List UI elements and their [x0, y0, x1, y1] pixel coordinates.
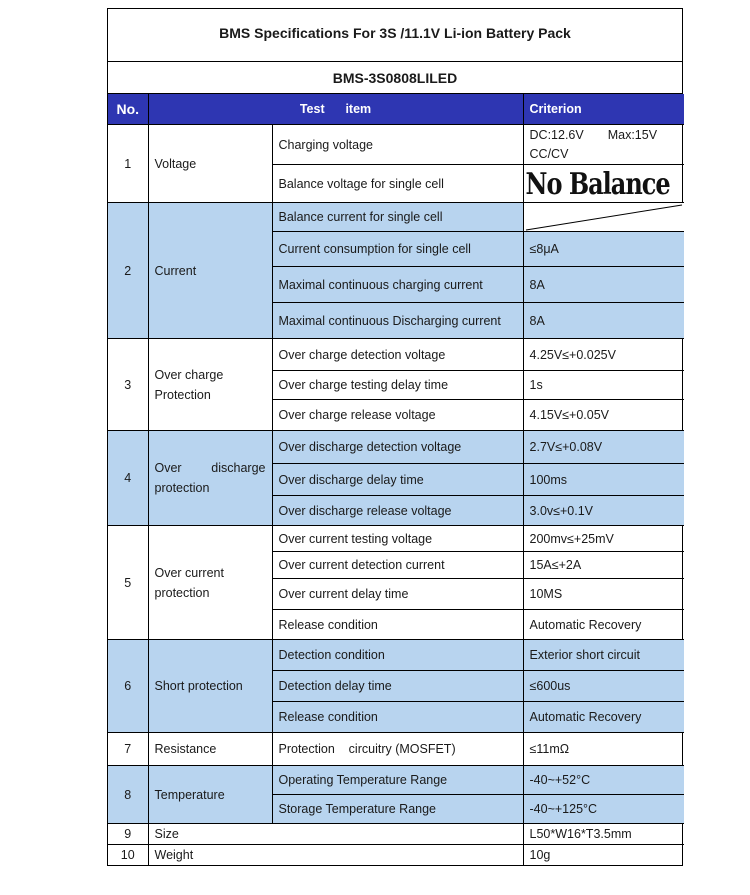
- test-item: Operating Temperature Range: [272, 766, 523, 795]
- header-test-item-label: Test item: [299, 102, 372, 116]
- test-item: Over discharge release voltage: [272, 496, 523, 526]
- test-item: Release condition: [272, 610, 523, 640]
- header-test-item: [148, 94, 523, 125]
- category-line: Over current: [154, 565, 224, 580]
- test-item: Over discharge detection voltage: [272, 431, 523, 464]
- row-number: 2: [108, 203, 148, 339]
- header-criterion: Criterion: [523, 94, 684, 125]
- no-balance-stamp: No Balance: [525, 164, 670, 201]
- table-row: [108, 431, 684, 464]
- criterion-value: ≤600us: [523, 671, 684, 702]
- category-word: discharge: [211, 461, 266, 475]
- test-item: Balance voltage for single cell: [272, 165, 523, 203]
- test-item: [272, 733, 523, 766]
- criterion-value: 200mv≤+25mV: [523, 526, 684, 552]
- criterion-value: 15A≤+2A: [523, 552, 684, 579]
- criterion-value: 10g: [523, 845, 684, 865]
- category-line: protection: [154, 585, 210, 600]
- criterion-value: 100ms: [523, 464, 684, 496]
- criterion-value: Automatic Recovery: [523, 702, 684, 733]
- criterion-value: 2.7V≤+0.08V: [523, 431, 684, 464]
- test-item: Balance current for single cell: [272, 203, 523, 232]
- test-item: Over current detection current: [272, 552, 523, 579]
- test-item: Maximal continuous Discharging current: [272, 303, 523, 339]
- criterion-value: Automatic Recovery: [523, 610, 684, 640]
- row-category: Size: [148, 824, 523, 845]
- row-category: Voltage: [148, 125, 272, 203]
- criterion-value: 8A: [523, 303, 684, 339]
- table-row: [108, 824, 684, 845]
- table-row: [108, 845, 684, 865]
- table-row: [108, 766, 684, 795]
- criterion-value: -40~+52°C: [523, 766, 684, 795]
- row-category: [148, 339, 272, 431]
- category-line: Over charge: [154, 367, 224, 382]
- test-item: Maximal continuous charging current: [272, 267, 523, 303]
- category-line: Protection: [154, 387, 211, 402]
- criterion-empty: [523, 203, 684, 232]
- table-row: [108, 125, 684, 165]
- row-number: 1: [108, 125, 148, 203]
- criterion-value: [523, 125, 684, 165]
- test-item: Detection condition: [272, 640, 523, 671]
- row-number: 10: [108, 845, 148, 865]
- spec-sheet: [107, 8, 683, 866]
- charging-voltage-type: CC/CV: [529, 146, 569, 161]
- model-number: BMS-3S0808LILED: [332, 69, 458, 86]
- table-header-row: [108, 94, 684, 125]
- table-row: [108, 733, 684, 766]
- category-line: protection: [154, 481, 210, 495]
- test-item-label: Protection circuitry (MOSFET): [278, 742, 456, 756]
- criterion-value: 1s: [523, 371, 684, 400]
- criterion-value: 4.15V≤+0.05V: [523, 400, 684, 431]
- test-item: Over current testing voltage: [272, 526, 523, 552]
- test-item: Over current delay time: [272, 579, 523, 610]
- test-item: Charging voltage: [272, 125, 523, 165]
- criterion-value: Exterior short circuit: [523, 640, 684, 671]
- criterion-value: [523, 165, 684, 203]
- test-item: Current consumption for single cell: [272, 232, 523, 267]
- criterion-value: ≤11mΩ: [523, 733, 684, 766]
- table-row: [108, 526, 684, 552]
- row-number: 6: [108, 640, 148, 733]
- model-row: [108, 62, 682, 94]
- criterion-value: 8A: [523, 267, 684, 303]
- test-item: Over charge release voltage: [272, 400, 523, 431]
- table-row: [108, 640, 684, 671]
- charging-voltage-max: Max:15V: [607, 127, 658, 142]
- test-item: Over discharge delay time: [272, 464, 523, 496]
- criterion-value: -40~+125°C: [523, 795, 684, 824]
- document-title: BMS Specifications For 3S /11.1V Li-ion Battery Pack: [219, 25, 571, 41]
- charging-voltage-dc: DC:12.6V: [529, 127, 584, 142]
- table-row: [108, 339, 684, 371]
- criterion-value: ≤8μA: [523, 232, 684, 267]
- row-number: 7: [108, 733, 148, 766]
- row-category: [148, 431, 272, 526]
- criterion-value: 10MS: [523, 579, 684, 610]
- row-category: Resistance: [148, 733, 272, 766]
- spec-table: [108, 94, 684, 865]
- category-line: [155, 458, 266, 478]
- document-title-row: [108, 9, 682, 62]
- test-item: Over charge detection voltage: [272, 339, 523, 371]
- test-item: Storage Temperature Range: [272, 795, 523, 824]
- test-item: Detection delay time: [272, 671, 523, 702]
- criterion-value: 3.0v≤+0.1V: [523, 496, 684, 526]
- row-number: 3: [108, 339, 148, 431]
- row-category: Weight: [148, 845, 523, 865]
- table-row: [108, 203, 684, 232]
- test-item: Release condition: [272, 702, 523, 733]
- row-number: 4: [108, 431, 148, 526]
- criterion-value: 4.25V≤+0.025V: [523, 339, 684, 371]
- test-item: Over charge testing delay time: [272, 371, 523, 400]
- row-number: 9: [108, 824, 148, 845]
- row-category: Short protection: [148, 640, 272, 733]
- category-word: Over: [154, 461, 182, 475]
- row-category: Current: [148, 203, 272, 339]
- criterion-value: L50*W16*T3.5mm: [523, 824, 684, 845]
- header-no: No.: [108, 94, 148, 125]
- row-number: 5: [108, 526, 148, 640]
- row-category: Temperature: [148, 766, 272, 824]
- row-number: 8: [108, 766, 148, 824]
- diagonal-line: [524, 203, 685, 232]
- row-category: [148, 526, 272, 640]
